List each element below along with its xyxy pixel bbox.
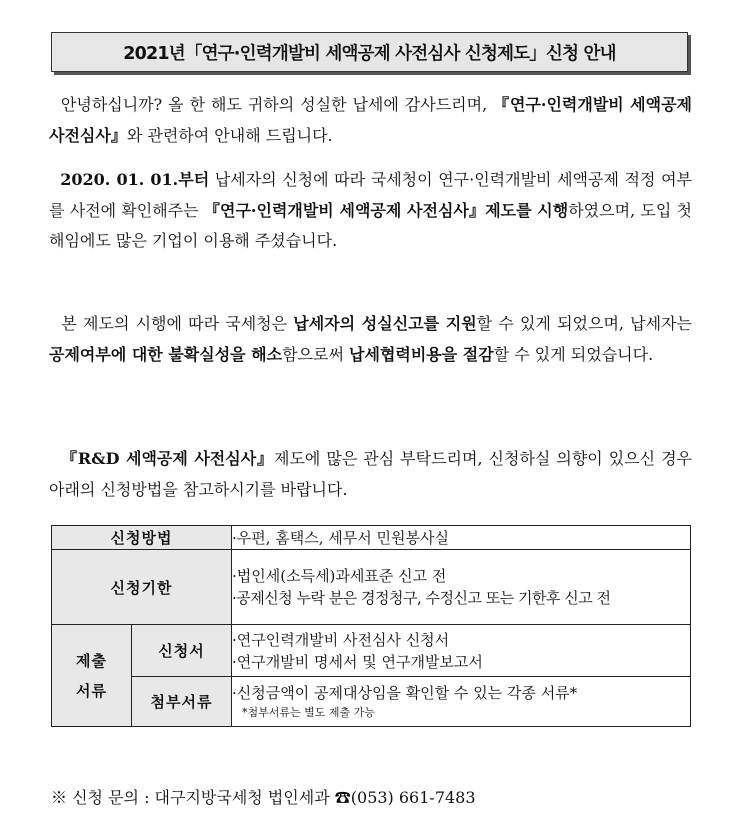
documents-label-1: 제출 — [76, 651, 107, 670]
p3-bold-3: 납세협력비용을 절감 — [349, 344, 494, 364]
telephone-icon: ☎ — [334, 788, 351, 807]
p2-text-1: 납세자의 신청에 따라 국세청이 연구·인력개발비 세액공제 적정 여부를 사전에 확인해주는 — [49, 170, 693, 220]
p2-bold-2: 『연구·인력개발비 세액공제 사전심사』제도를 시행 — [203, 200, 569, 220]
p3-text-1: 본 제도의 시행에 따라 국세청은 — [61, 314, 294, 333]
document-title: 2021년「연구·인력개발비 세액공제 사전심사 신청제도」신청 안내 — [51, 32, 688, 72]
p3-text-2: 할 수 있게 되었으며, 납세자는 — [476, 314, 693, 333]
p1-text-2: 와 관련하여 안내해 드립니다. — [126, 125, 333, 145]
contact-phone: (053) 661-7483 — [350, 788, 476, 807]
method-value-text: ·우편, 홈택스, 세무서 민원봉사실 — [232, 528, 449, 547]
greeting-paragraph — [49, 90, 692, 151]
attachment-label: 첨부서류 — [132, 677, 232, 727]
p1-text-1: 안녕하십니까? 올 한 해도 귀하의 성실한 납세에 감사드리며, — [60, 95, 494, 114]
p1-bold-1: 『연구·인력개발비 세액공제 사전심사』 — [49, 95, 692, 145]
p2-bold-1: 2020. 01. 01.부터 — [60, 170, 210, 189]
documents-label-2: 서류 — [76, 681, 107, 700]
p4-text-1: 제도에 많은 관심 부탁드리며, 신청하실 의향이 있으신 경우 아래의 신청방법을 참고하시기를 바랍니다. — [49, 449, 693, 499]
table-row — [52, 550, 691, 625]
application-info-table — [51, 525, 691, 727]
effect-paragraph — [49, 309, 692, 370]
p3-text-4: 할 수 있게 되었습니다. — [493, 344, 654, 364]
contact-info — [51, 785, 476, 808]
form-value — [232, 625, 691, 677]
deadline-value — [232, 550, 691, 625]
deadline-line-1: ·법인세(소득세)과세표준 신고 전 — [232, 567, 447, 585]
attachment-note: *첨부서류는 별도 제출 가능 — [242, 705, 375, 719]
table-row — [52, 677, 691, 727]
form-label: 신청서 — [132, 625, 232, 677]
contact-prefix: ※ 신청 문의 : 대구지방국세청 법인세과 — [51, 788, 335, 807]
attachment-value — [232, 677, 691, 727]
p4-bold-1: 『R&D 세액공제 사전심사』 — [61, 449, 274, 468]
request-paragraph — [49, 444, 692, 505]
p3-bold-1: 납세자의 성실신고를 지원 — [293, 314, 477, 333]
p3-text-3: 함으로써 — [282, 344, 350, 364]
documents-label — [52, 625, 132, 727]
attachment-line-1: ·신청금액이 공제대상임을 확인할 수 있는 각종 서류* — [232, 683, 578, 702]
form-line-2: ·연구개발비 명세서 및 연구개발보고서 — [232, 652, 483, 671]
form-line-1: ·연구인력개발비 사전심사 신청서 — [232, 630, 450, 649]
deadline-line-2: ·공제신청 누락 분은 경정청구, 수정신고 또는 기한후 신고 전 — [232, 589, 611, 607]
p3-bold-2: 공제여부에 대한 불확실성을 해소 — [49, 344, 283, 364]
table-row — [52, 526, 691, 550]
method-value — [232, 526, 691, 550]
table-row — [52, 625, 691, 677]
introduction-paragraph — [49, 165, 692, 257]
p2-text-2: 하였으며, 도입 첫 해임에도 많은 기업이 이용해 주셨습니다. — [49, 200, 692, 250]
deadline-label: 신청기한 — [52, 550, 232, 625]
method-label: 신청방법 — [52, 526, 232, 550]
